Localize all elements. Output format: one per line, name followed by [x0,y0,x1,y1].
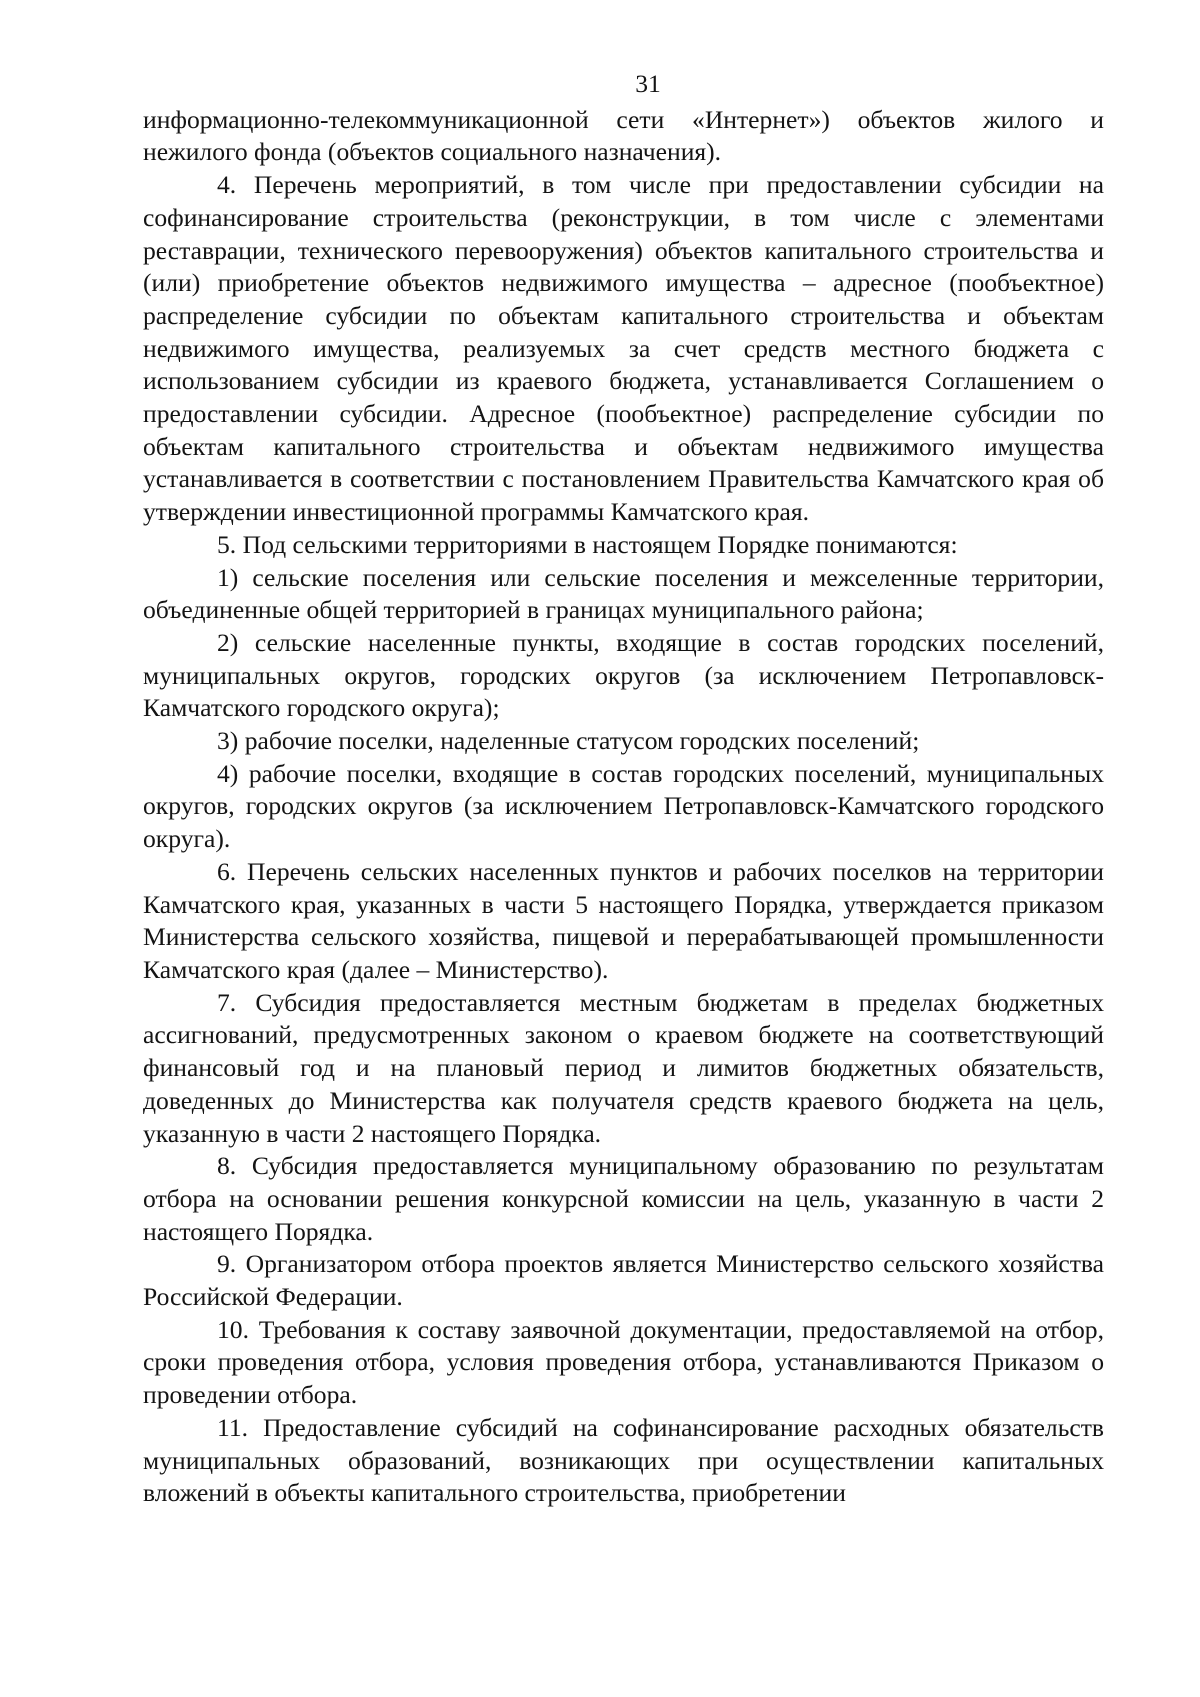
paragraph-item-10: 10. Требования к составу заявочной документации, предоставляемой на отбор, сроки проведения отбора, условия проведения отбора, устанавливаются Приказом о проведении отбора. [143,1314,1104,1410]
paragraph-item-7: 7. Субсидия предоставляется местным бюджетам в пределах бюджетных ассигнований, предусмотренных законом о краевом бюджете на соответствующий финансовый год и на плановый период и лимитов бюджетных обязательств, доведенных до Министерства как получателя средств краевого бюджета на цель, указанную в части 2 настоящего Порядка. [143,987,1104,1148]
paragraph-item-6: 6. Перечень сельских населенных пунктов и рабочих поселков на территории Камчатского края, указанных в части 5 настоящего Порядка, утверждается приказом Министерства сельского хозяйства, пищевой и перерабатывающей промышленности Камчатского края (далее – Министерство). [143,856,1104,984]
paragraph-item-4: 4. Перечень мероприятий, в том числе при предоставлении субсидии на софинансирование строительства (реконструкции, в том числе с элементами реставрации, технического перевооружения) объектов капитального строительства и (или) приобретение объектов недвижимого имущества – адресное (пообъектное) распределение субсидии по объектам капитального строительства и объектам недвижимого имущества, реализуемых за счет средств местного бюджета с использованием субсидии из краевого бюджета, устанавливается Соглашением о предоставлении субсидии. Адресное (пообъектное) распределение субсидии по объектам капитального строительства и объектам недвижимого имущества устанавливается в соответствии с постановлением Правительства Камчатского края об утверждении инвестиционной программы Камчатского края. [143,170,1104,527]
paragraph-item-9: 9. Организатором отбора проектов является Министерство сельского хозяйства Российской Федерации. [143,1249,1104,1312]
paragraph-item-8: 8. Субсидия предоставляется муниципальному образованию по результатам отбора на основании решения конкурсной комиссии на цель, указанную в части 2 настоящего Порядка. [143,1151,1104,1246]
page-number: 31 [635,69,661,98]
paragraph-item-5: 5. Под сельскими территориями в настоящем Порядке понимаются: [217,529,958,559]
paragraph-subitem-2: 2) сельские населенные пункты, входящие в состав городских поселений, муниципальных округов, городских округов (за исключением Петропавловск-Камчатского городского округа); [143,627,1104,723]
paragraph-subitem-1: 1) сельские поселения или сельские поселения и межселенные территории, объединенные общей территорией в границах муниципального района; [143,562,1104,625]
paragraph-continuation: информационно-телекоммуникационной сети «Интернет») объектов жилого и нежилого фонда (объектов социального назначения). [143,104,1104,167]
paragraph-subitem-3: 3) рабочие поселки, наделенные статусом городских поселений; [217,726,920,756]
paragraph-subitem-4: 4) рабочие поселки, входящие в состав городских поселений, муниципальных округов, городских округов (за исключением Петропавловск-Камчатского городского округа). [143,758,1104,854]
paragraph-item-11: 11. Предоставление субсидий на софинансирование расходных обязательств муниципальных образований, возникающих при осуществлении капитальных вложений в объекты капитального строительства, приобретении [143,1412,1104,1508]
